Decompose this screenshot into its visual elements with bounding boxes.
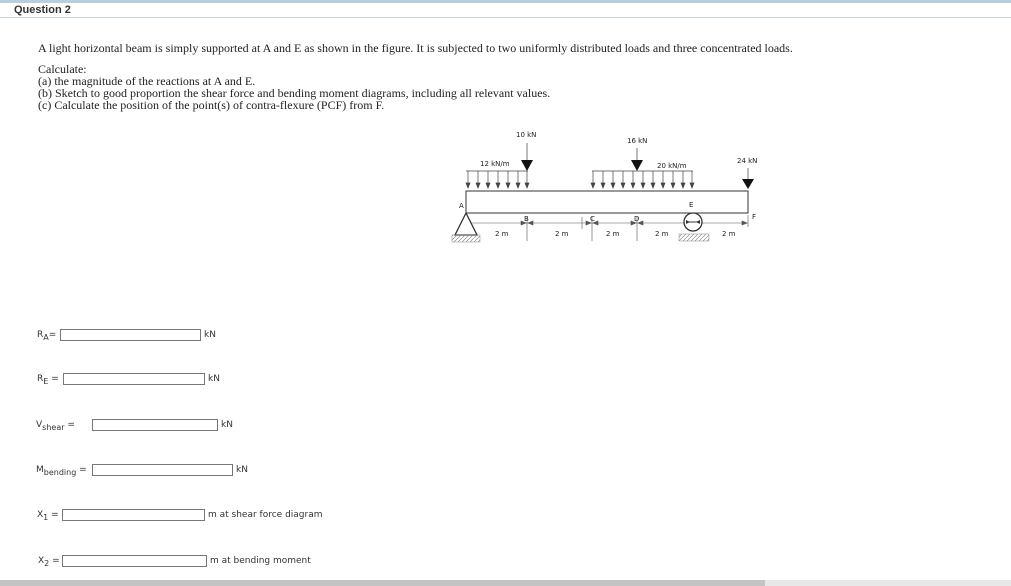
span-label-5: 2 m — [722, 230, 736, 238]
vshear-label: $V_{shear}$ = — [36, 420, 75, 432]
label-f: F — [752, 213, 757, 221]
intro-line-5: (c) Calculate the position of the point(s) of contra-flexure (PCF) from F. — [38, 98, 385, 112]
label-udl-12: 12 kN/m — [480, 160, 510, 168]
point-load-16kn — [631, 148, 643, 171]
span-label-3: 2 m — [606, 230, 620, 238]
label-24kn: 24 kN — [737, 157, 758, 165]
question-header — [0, 3, 1011, 18]
span-label-2: 2 m — [555, 230, 569, 238]
beam — [466, 191, 748, 213]
row-x2 — [38, 555, 311, 569]
row-re — [37, 373, 220, 387]
intro-line-2: Calculate: — [38, 62, 87, 76]
udl-20-arrows — [591, 171, 694, 188]
re-input[interactable] — [63, 373, 205, 385]
intro-line-4: (b) Sketch to good proportion the shear force and bending moment diagrams, including all relevant values. — [38, 86, 551, 100]
label-udl-20: 20 kN/m — [657, 162, 687, 170]
horizontal-scrollbar-thumb[interactable] — [0, 580, 765, 586]
label-c: C — [590, 215, 595, 223]
udl-12-arrows — [466, 171, 529, 188]
label-b: B — [524, 215, 529, 223]
label-10kn: 10 kN — [516, 131, 537, 139]
x2-label: $X_2$ = — [38, 556, 60, 568]
re-unit: kN — [208, 374, 220, 384]
beam-figure — [450, 126, 780, 262]
row-x1 — [37, 509, 323, 523]
label-a: A — [459, 202, 464, 210]
label-d: D — [634, 215, 640, 223]
intro-line-3: (a) the magnitude of the reactions at A and E. — [38, 74, 256, 88]
label-16kn: 16 kN — [627, 137, 648, 145]
intro-line-1: A light horizontal beam is simply supported at A and E as shown in the figure. It is subjected to two uniformly distributed loads and three concentrated loads. — [38, 41, 793, 55]
x1-unit: m at shear force diagram — [208, 510, 323, 520]
re-label: $R_E$ = — [37, 374, 59, 386]
label-e: E — [689, 201, 694, 209]
question-title: Question 2 — [14, 4, 71, 16]
mbending-label: $M_{bending}$ = — [36, 465, 87, 477]
pin-support-a — [452, 213, 480, 242]
row-ra — [37, 329, 216, 343]
ra-label: $R_A=$ — [37, 330, 57, 342]
ra-input[interactable] — [60, 329, 201, 341]
vshear-input[interactable] — [92, 419, 218, 431]
x1-label: $X_1$ = — [37, 510, 59, 522]
vshear-unit: kN — [221, 420, 233, 430]
span-label-4: 2 m — [655, 230, 669, 238]
row-vshear — [36, 419, 233, 433]
beam-diagram — [450, 126, 780, 262]
mbending-unit: kN — [236, 465, 248, 475]
x2-input[interactable] — [62, 555, 207, 567]
question-text — [38, 42, 793, 111]
span-label-1: 2 m — [495, 230, 509, 238]
roller-support-e — [679, 213, 709, 241]
point-load-10kn — [521, 143, 533, 171]
mbending-input[interactable] — [92, 464, 233, 476]
x2-unit: m at bending moment — [210, 556, 311, 566]
x1-input[interactable] — [62, 509, 205, 521]
ra-unit: kN — [204, 330, 216, 340]
point-load-24kn — [742, 168, 754, 189]
row-mbending — [36, 464, 248, 478]
